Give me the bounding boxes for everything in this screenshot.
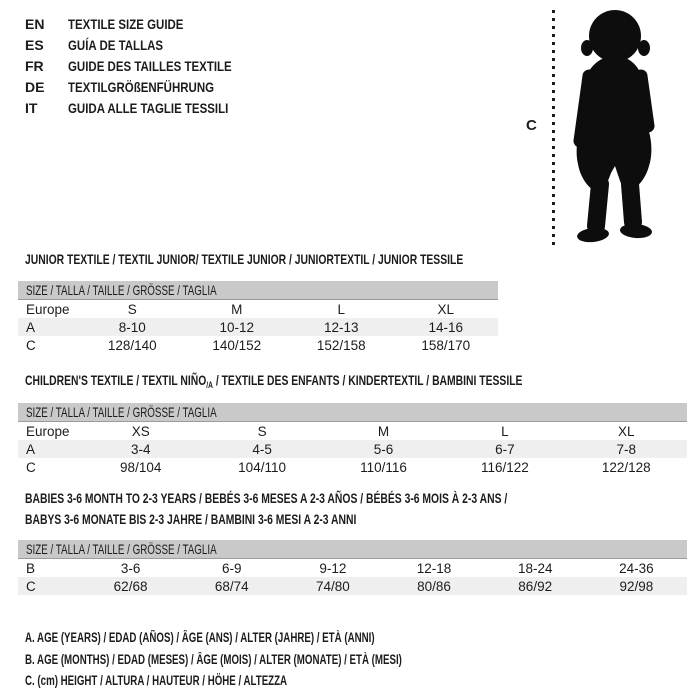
size-header-bar [18, 281, 498, 300]
size-cell: 86/92 [485, 577, 586, 595]
size-cell: XS [131, 423, 150, 439]
table-row [18, 577, 687, 595]
language-row [25, 76, 268, 97]
size-cell: L [501, 423, 509, 439]
size-cell: 10-12 [185, 318, 290, 336]
babies-title [25, 488, 507, 530]
size-cell: 7-8 [566, 440, 687, 458]
language-code: IT [25, 99, 38, 116]
size-cell: 98/104 [120, 459, 162, 475]
babies-size-table [18, 540, 687, 595]
size-cell: 152/158 [316, 337, 366, 353]
row-label: C [26, 337, 36, 353]
children-title-subscript: /A [206, 380, 213, 390]
size-cell: 12-13 [289, 318, 394, 336]
size-cell: 3-4 [80, 440, 201, 458]
size-cell: XL [618, 423, 635, 439]
size-cell: 4-5 [201, 440, 322, 458]
size-cell: 6-7 [444, 440, 565, 458]
size-cell: 110/116 [360, 459, 407, 475]
table-row [18, 336, 498, 354]
language-code: ES [25, 36, 44, 53]
table-row [18, 440, 687, 458]
size-cell: 62/68 [80, 577, 181, 595]
size-cell: 6-9 [221, 560, 242, 576]
measure-label-c: C [526, 117, 537, 134]
language-label: GUIDA ALLE TAGLIE TESSILI [68, 99, 229, 116]
size-cell: 8-10 [80, 318, 185, 336]
size-cell: 18-24 [517, 560, 553, 576]
size-cell: 104/110 [238, 459, 286, 475]
row-label: Europe [26, 301, 70, 317]
language-label: TEXTILE SIZE GUIDE [68, 15, 184, 32]
language-row [25, 34, 268, 55]
babies-title-line2: BABYS 3-6 MONATE BIS 2-3 JAHRE / BAMBINI 3-6 MESI A 2-3 ANNI [25, 511, 357, 527]
language-row [25, 13, 268, 34]
size-cell: 74/80 [282, 577, 383, 595]
footnote-b: B. AGE (MONTHS) / EDAD (MESES) / ÂGE (MOIS) / ALTER (MONATE) / ETÀ (MESI) [25, 651, 402, 667]
babies-title-line1: BABIES 3-6 MONTH TO 2-3 YEARS / BEBÉS 3-6 MESES A 2-3 AÑOS / BÉBÉS 3-6 MOIS À 2-3 ANS / [25, 490, 508, 506]
size-cell: M [231, 301, 243, 317]
size-cell: 3-6 [120, 560, 141, 576]
children-size-table [18, 403, 687, 476]
row-label: Europe [26, 423, 70, 439]
size-cell: 122/128 [601, 459, 651, 475]
row-label: C [26, 459, 36, 475]
size-header-bar [18, 403, 687, 422]
language-label: GUIDE DES TAILLES TEXTILE [68, 57, 232, 74]
size-cell: 9-12 [319, 560, 347, 576]
size-cell: 5-6 [323, 440, 444, 458]
size-cell: 68/74 [181, 577, 282, 595]
junior-size-table [18, 281, 498, 354]
size-cell: 80/86 [383, 577, 484, 595]
children-title [25, 370, 522, 396]
language-row [25, 55, 268, 76]
size-cell: 116/122 [480, 459, 529, 475]
table-row [18, 318, 498, 336]
table-row [18, 559, 687, 578]
row-label: C [18, 577, 80, 595]
language-code: DE [25, 78, 45, 95]
footnote-a: A. AGE (YEARS) / EDAD (AÑOS) / ÂGE (ANS) / ALTER (JAHRE) / ETÀ (ANNI) [25, 630, 375, 645]
size-cell: 92/98 [586, 577, 687, 595]
language-code: EN [25, 15, 45, 32]
size-cell: S [257, 423, 267, 439]
language-row [25, 97, 268, 118]
row-label: A [18, 318, 80, 336]
language-list [25, 13, 268, 118]
size-header-label: SIZE / TALLA / TAILLE / GRÖSSE / TAGLIA [26, 541, 217, 557]
footnote-c: C. (cm) HEIGHT / ALTURA / HAUTEUR / HÖHE / ALTEZZA [25, 673, 288, 688]
language-code: FR [25, 57, 44, 74]
size-cell: 140/152 [212, 337, 262, 353]
table-row [18, 422, 687, 441]
size-cell: 12-18 [416, 560, 452, 576]
size-header-label: SIZE / TALLA / TAILLE / GRÖSSE / TAGLIA [26, 282, 217, 298]
children-title-text: / TEXTILE DES ENFANTS / KINDERTEXTIL / BAMBINI TESSILE [212, 372, 523, 388]
size-cell: 14-16 [394, 318, 499, 336]
table-row [18, 458, 687, 476]
table-row [18, 300, 498, 319]
size-header-label: SIZE / TALLA / TAILLE / GRÖSSE / TAGLIA [26, 404, 217, 420]
row-label: A [18, 440, 80, 458]
size-cell: XL [437, 301, 454, 317]
toddler-silhouette-icon [560, 6, 668, 246]
language-label: GUÍA DE TALLAS [68, 36, 164, 53]
size-header-bar [18, 540, 687, 559]
language-label: TEXTILGRÖßENFÜHRUNG [68, 78, 215, 95]
size-cell: 24-36 [619, 560, 654, 576]
size-cell: 158/170 [421, 337, 471, 353]
size-cell: 128/140 [107, 337, 157, 353]
row-label: B [26, 560, 36, 576]
size-cell: L [337, 301, 345, 317]
footnotes [25, 627, 548, 692]
junior-title: JUNIOR TEXTILE / TEXTIL JUNIOR/ TEXTILE JUNIOR / JUNIORTEXTIL / JUNIOR TESSILE [25, 251, 464, 267]
size-cell: M [377, 423, 390, 439]
size-cell: S [127, 301, 137, 317]
height-measure-line [552, 10, 555, 246]
children-title-text: CHILDREN'S TEXTILE / TEXTIL NIÑO [25, 372, 207, 388]
